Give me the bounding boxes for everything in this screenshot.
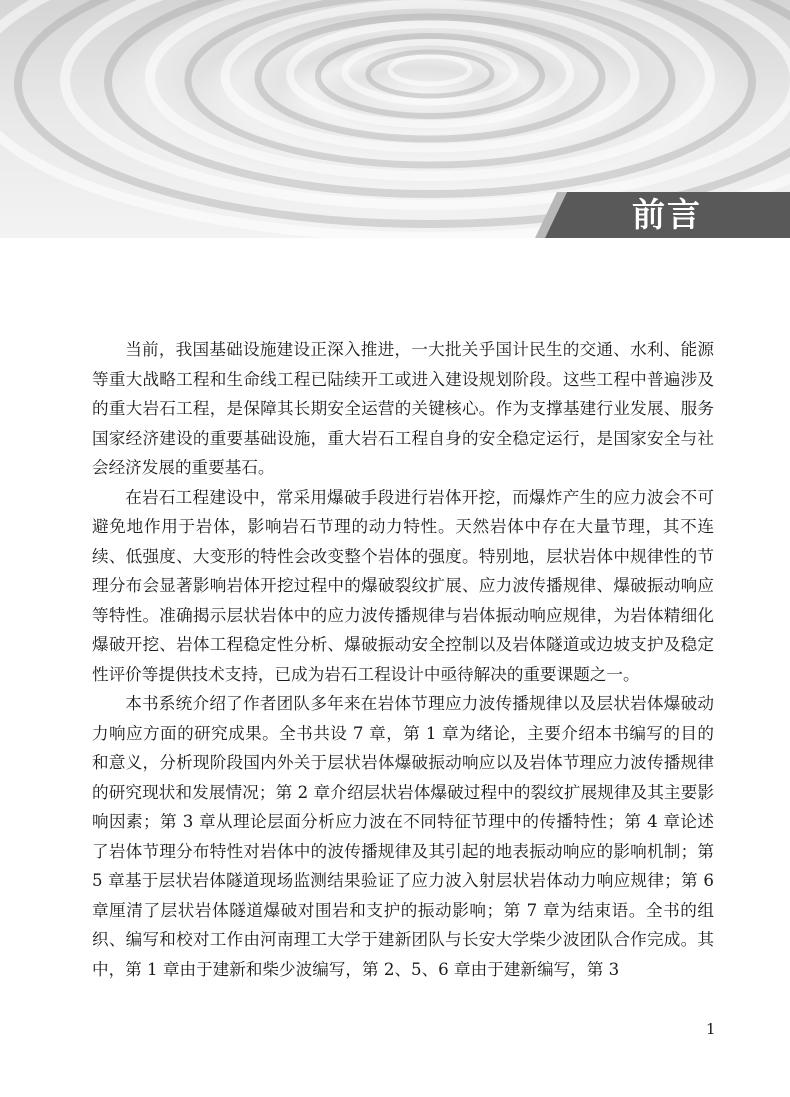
page-title: 前言: [632, 195, 702, 234]
page-number: 1: [706, 1020, 716, 1038]
paragraph: 当前，我国基础设施建设正深入推进，一大批关乎国计民生的交通、水利、能源等重大战略工程和生命线工程已陆续开工或进入建设规划阶段。这些工程中普遍涉及的重大岩石工程，是保障其长期安全运营的关键核心。作为支撑基建行业发展、服务国家经济建设的重要基础设施，重大岩石工程自身的安全稳定运行，是国家安全与社会经济发展的重要基石。: [92, 340, 714, 477]
paragraph: 在岩石工程建设中，常采用爆破手段进行岩体开挖，而爆炸产生的应力波会不可避免地作用于岩体，影响岩石节理的动力特性。天然岩体中存在大量节理，其不连续、低强度、大变形的特性会改变整个岩体的强度。特别地，层状岩体中规律性的节理分布会显著影响岩体开挖过程中的爆破裂纹扩展、应力波传播规律、爆破振动响应等特性。准确揭示层状岩体中的应力波传播规律与岩体振动响应规律，为岩体精细化爆破开挖、岩体工程稳定性分析、爆破振动安全控制以及岩体隧道或边坡支护及稳定性评价等提供技术支持，已成为岩石工程设计中亟待解决的重要课题之一。: [92, 487, 714, 684]
preface-body: [92, 335, 714, 984]
header-banner: [0, 0, 790, 238]
paragraph: 本书系统介绍了作者团队多年来在岩体节理应力波传播规律以及层状岩体爆破动力响应方面的研究成果。全书共设 7 章，第 1 章为绪论，主要介绍本书编写的目的和意义，分析现阶段国内外关于层状岩体爆破振动响应以及岩体节理应力波传播规律的研究现状和发展情况；第 2 章介绍层状岩体爆破过程中的裂纹扩展规律及其主要影响因素；第 3 章从理论层面分析应力波在不同特征节理中的传播特性；第 4 章论述了岩体节理分布特性对岩体中的波传播规律及其引起的地表振动响应的影响机制；第 5 章基于层状岩体隧道现场监测结果验证了应力波入射层状岩体动力响应规律；第 6 章厘清了层状岩体隧道爆破对围岩和支护的振动影响；第 7 章为结束语。全书的组织、编写和校对工作由河南理工大学于建新团队与长安大学柴少波团队合作完成。其中，第 1 章由于建新和柴少波编写，第 2、5、6 章由于建新编写，第 3: [92, 694, 714, 979]
